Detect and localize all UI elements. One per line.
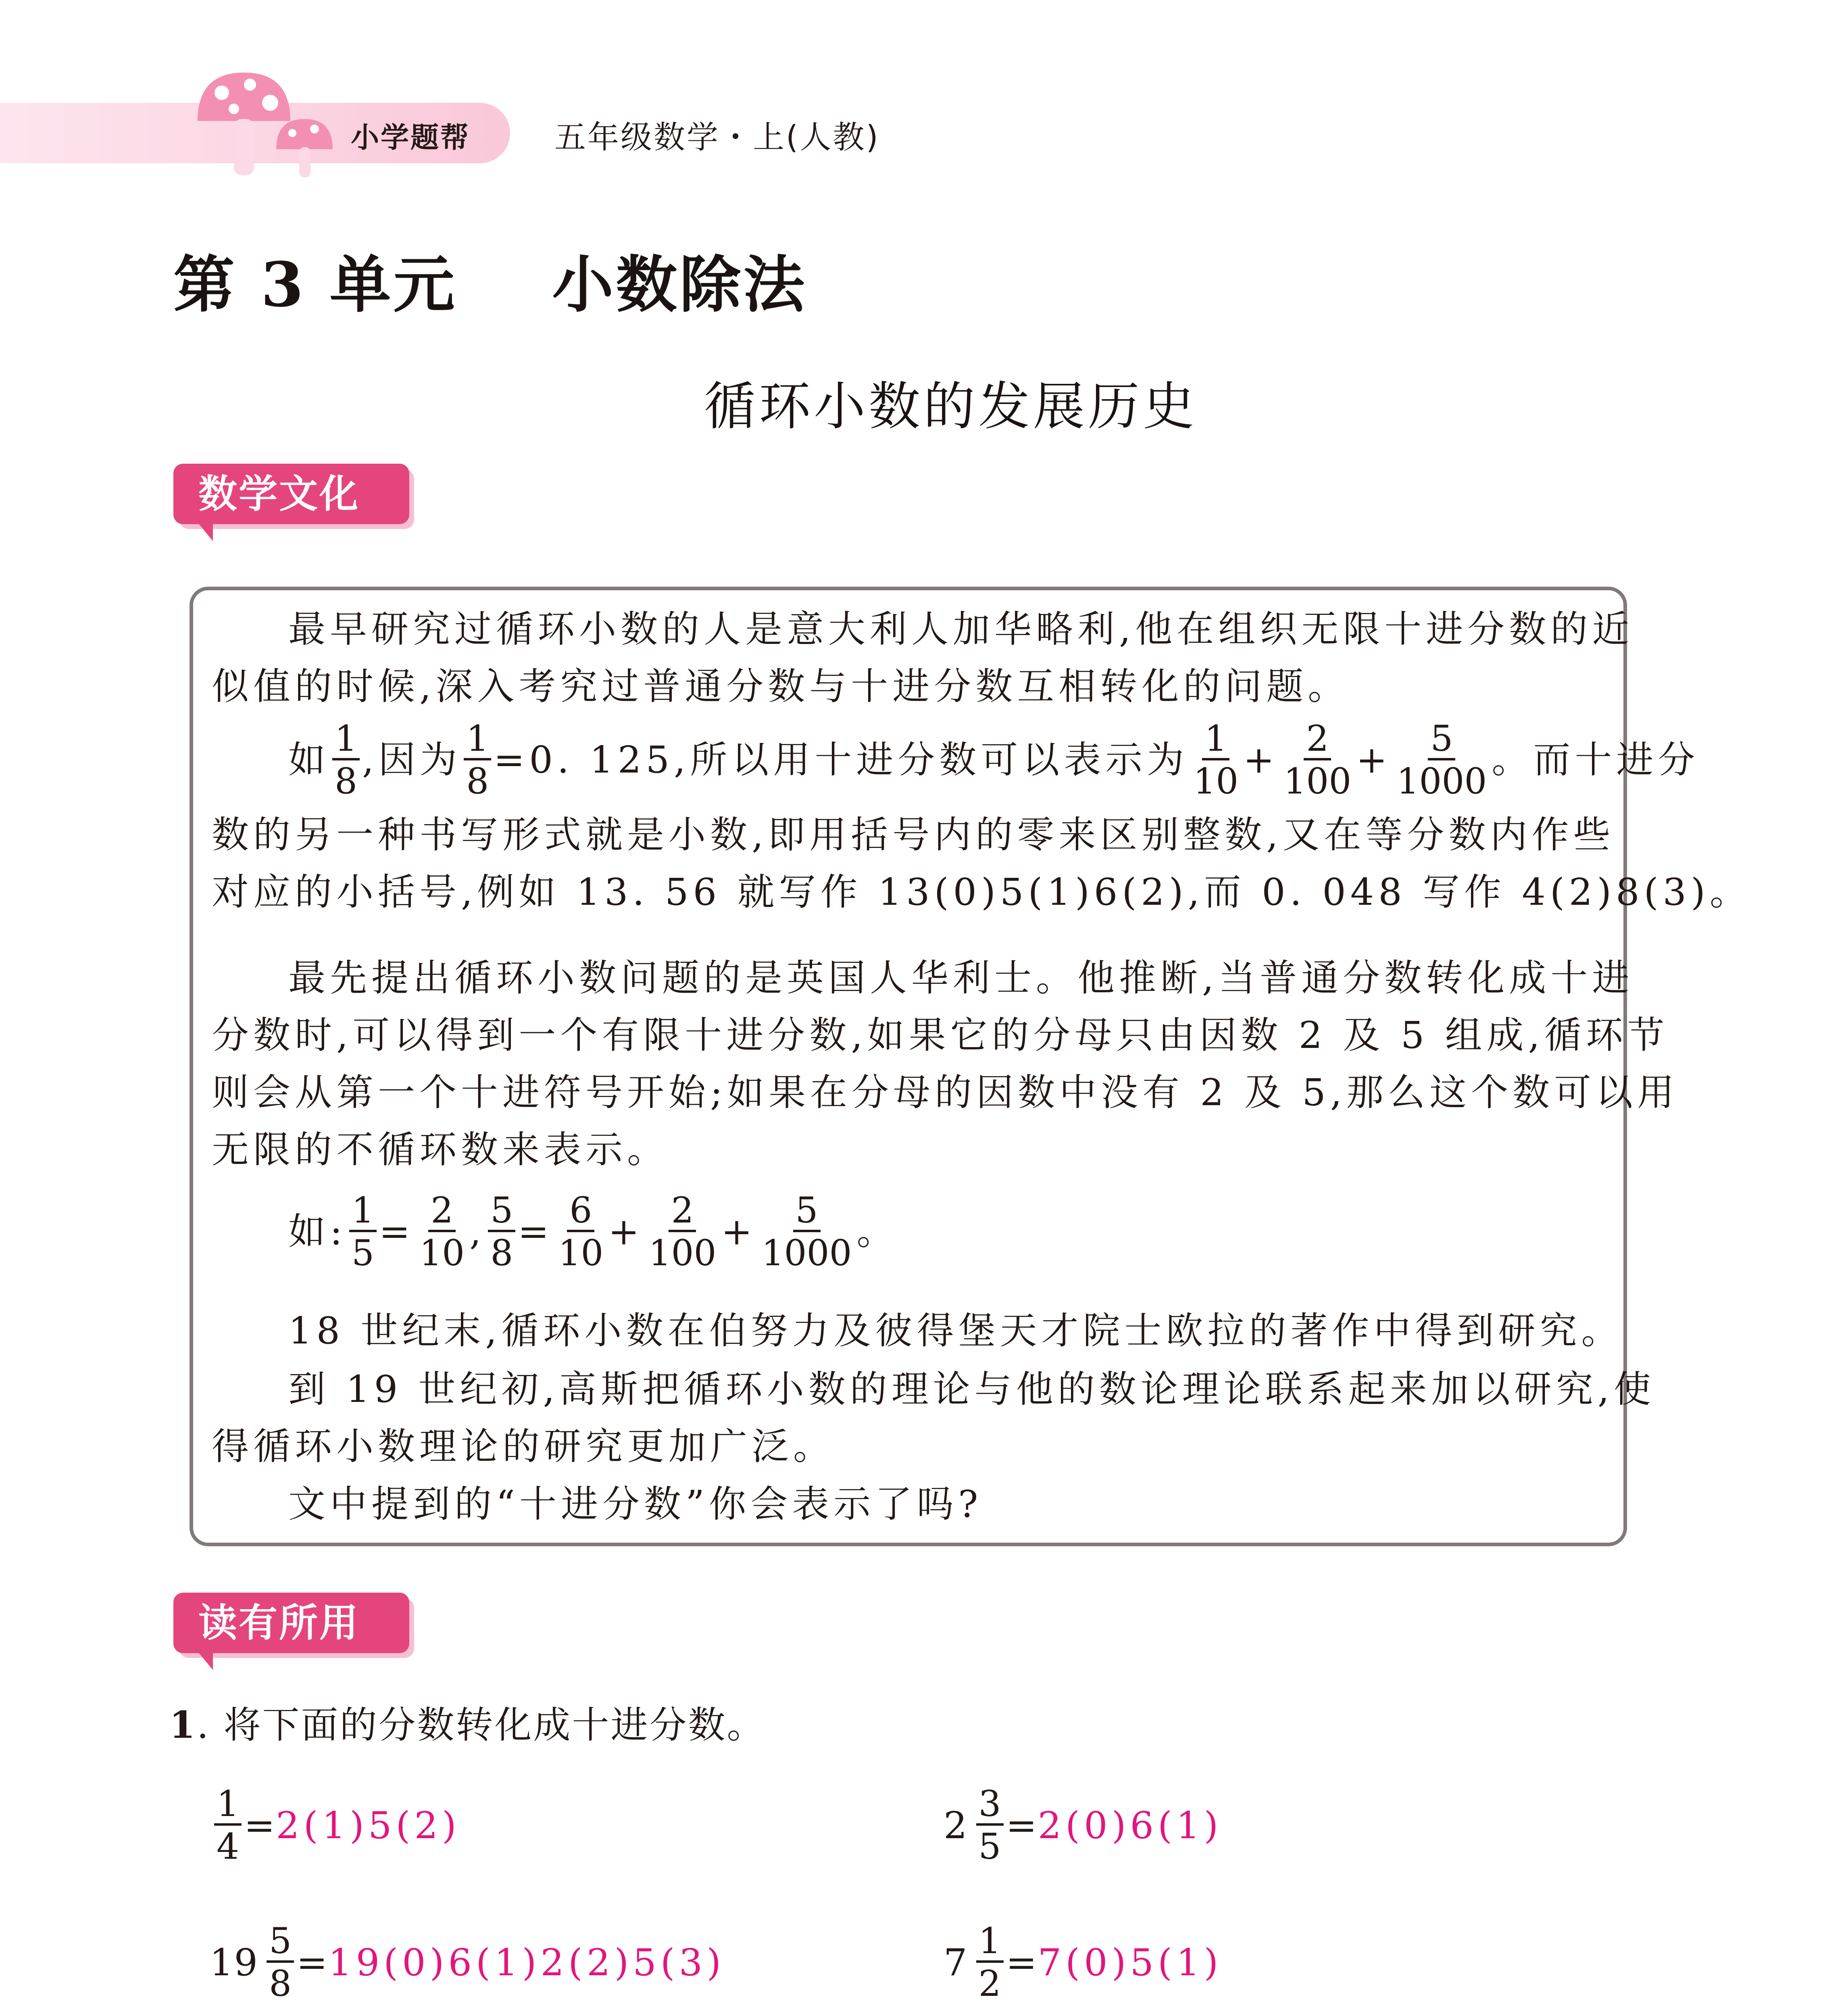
exercise-item-4: [944, 1920, 1223, 2004]
book-title: 五年级数学・上(人教): [554, 119, 880, 156]
fraction-5-1000: $\frac{5}{1000}$: [761, 1189, 852, 1274]
text: 。而十进分: [1492, 738, 1700, 781]
culture-question: [212, 1476, 1611, 1533]
text: 。: [856, 1210, 898, 1253]
culture-paragraph-5: [212, 1302, 1623, 1360]
whole-number: 2: [944, 1804, 968, 1847]
equals-sign: =: [1006, 1804, 1038, 1847]
mushroom-logo-icon: [190, 65, 351, 181]
section-badge-apply-reading: 读有所用: [173, 1593, 409, 1653]
text-line: 最先提出循环小数问题的是英国人华利士。他推断,当普通分数转化成十进: [288, 956, 1634, 1000]
equals-sign: =: [1006, 1941, 1038, 1984]
question-number: 1: [169, 1703, 197, 1747]
fraction-6-10: $\frac{6}{10}$: [558, 1189, 604, 1274]
culture-paragraph-1: [212, 601, 1634, 715]
answer: 2(0)6(1): [1038, 1804, 1223, 1847]
text: 如: [288, 738, 330, 781]
exercise-item-3: [210, 1920, 725, 2004]
text-line: 似值的时候,深入考究过普通分数与十进分数互相转化的问题。: [212, 665, 1350, 708]
exercise-item-2: [944, 1783, 1223, 1867]
culture-paragraph-2: [212, 718, 1751, 921]
fraction: $\frac{5}{8}$: [267, 1923, 294, 2001]
text-line: [212, 718, 1700, 802]
answer: 19(0)6(1)2(2)5(3): [328, 1941, 725, 1984]
text-line: 分数时,可以得到一个有限十进分数,如果它的分母只由因数 2 及 5 组成,循环节: [212, 1014, 1669, 1057]
text-line: 无限的不循环数来表示。: [212, 1128, 669, 1171]
fraction: $\frac{1}{4}$: [214, 1786, 242, 1864]
text-line: 对应的小括号,例如 13. 56 就写作 13(0)5(1)6(2),而 0. 048 写作 4(2)8(3)。: [212, 871, 1751, 914]
text: 如:: [288, 1210, 347, 1253]
fraction-2-100: $\frac{2}{100}$: [1283, 718, 1352, 802]
fraction-one-eighth: $\frac{1}{8}$: [332, 721, 360, 799]
exercise-item-1: [212, 1783, 460, 1867]
whole-number: 7: [944, 1941, 968, 1984]
text-line: 最早研究过循环小数的人是意大利人加华略利,他在组织无限十进分数的近: [288, 608, 1634, 651]
fraction-one-eighth: $\frac{1}{8}$: [464, 721, 491, 799]
text-line: 到 19 世纪初,高斯把循环小数的理论与他的数论理论联系起来加以研究,使: [288, 1368, 1656, 1411]
section-badge-math-culture: 数学文化: [173, 464, 409, 524]
text-line: 18 世纪末,循环小数在伯努力及彼得堡天才院士欧拉的著作中得到研究。: [288, 1309, 1623, 1352]
article-title: 循环小数的发展历史: [704, 377, 1198, 437]
plus-sign: +: [1243, 738, 1279, 781]
series-logo-text: 小学题帮: [351, 121, 470, 154]
text-line: 得循环小数理论的研究更加广泛。: [212, 1425, 835, 1468]
text: =0. 125,所以用十进分数可以表示为: [494, 738, 1189, 781]
fraction-2-100: $\frac{2}{100}$: [648, 1189, 717, 1274]
question-text: . 将下面的分数转化成十进分数。: [197, 1704, 766, 1747]
plus-sign: +: [608, 1210, 644, 1253]
text: ,因为: [362, 738, 462, 781]
fraction-5-1000: $\frac{5}{1000}$: [1396, 718, 1487, 802]
text: ,: [469, 1210, 486, 1253]
fraction-5-8: $\frac{5}{8}$: [488, 1193, 515, 1271]
answer: 7(0)5(1): [1038, 1941, 1223, 1984]
question-1: [169, 1695, 766, 1749]
fraction: $\frac{3}{5}$: [976, 1786, 1004, 1864]
fraction: $\frac{1}{2}$: [976, 1923, 1004, 2001]
text-line: 数的另一种书写形式就是小数,即用括号内的零来区别整数,又在等分数内作些: [212, 813, 1615, 856]
equals-sign: =: [379, 1210, 415, 1253]
text-line: 文中提到的“十进分数”你会表示了吗?: [288, 1483, 983, 1526]
fraction-1-10: $\frac{1}{10}$: [1193, 718, 1239, 802]
unit-title: 第 3 单元 小数除法: [173, 248, 807, 321]
text-line: [212, 1189, 1611, 1274]
culture-paragraph-3: [212, 950, 1679, 1179]
answer: 2(1)5(2): [276, 1804, 460, 1847]
text-line: 则会从第一个十进符号开始;如果在分母的因数中没有 2 及 5,那么这个数可以用: [212, 1071, 1679, 1114]
culture-paragraph-4: [212, 1189, 1611, 1274]
equals-sign: =: [518, 1210, 554, 1253]
fraction-1-5: $\frac{1}{5}$: [349, 1193, 377, 1271]
fraction-2-10: $\frac{2}{10}$: [419, 1189, 465, 1274]
whole-number: 19: [210, 1941, 259, 1984]
plus-sign: +: [1356, 738, 1392, 781]
equals-sign: =: [244, 1804, 276, 1847]
equals-sign: =: [296, 1941, 329, 1984]
culture-paragraph-6: [212, 1361, 1656, 1475]
plus-sign: +: [721, 1210, 757, 1253]
